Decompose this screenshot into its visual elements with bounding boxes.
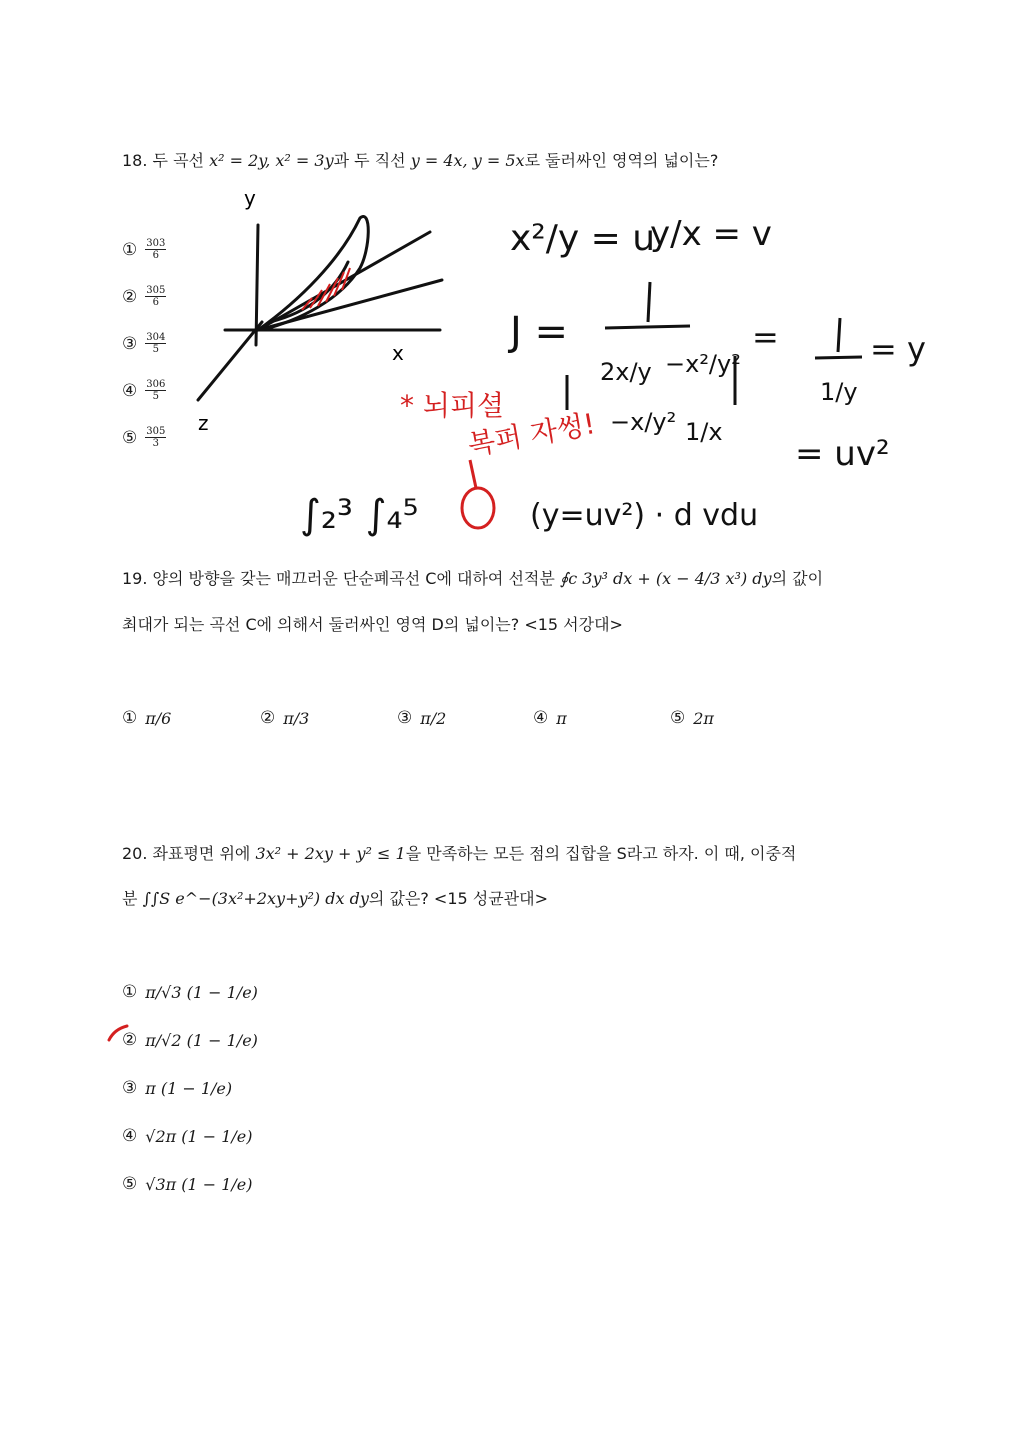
red-note-brain: * 뇌피셜 <box>400 389 505 422</box>
q20-stem-line2: 분 ∫∫S e^−(3x²+2xy+y²) dx dy의 값은? <15 성균관대> <box>122 889 549 908</box>
note-jacobian: J = <box>510 309 569 355</box>
q19-option-3[interactable]: ③ π/2 <box>397 708 447 728</box>
q18-option-4[interactable]: ④ $\frac{306}{5}$ <box>122 379 166 402</box>
svg-text:=: = <box>752 318 779 356</box>
q19-option-1[interactable]: ① π/6 <box>122 708 172 728</box>
q20-option-3[interactable]: ③ π (1 − 1/e) <box>122 1078 233 1098</box>
q19-option-5[interactable]: ⑤ 2π <box>670 708 714 728</box>
q20-inequality: 3x² + 2xy + y² ≤ 1 <box>255 844 406 863</box>
red-check-mark <box>105 1022 135 1044</box>
svg-text:−x/y²: −x/y² <box>610 408 677 436</box>
q20-integral: ∫∫S e^−(3x²+2xy+y²) dx dy <box>142 889 369 908</box>
svg-text:−x²/y²: −x²/y² <box>665 350 741 378</box>
q18-number: 18. <box>122 151 148 170</box>
note-u-def: x²/y = u <box>510 218 656 259</box>
svg-text:2x/y: 2x/y <box>600 358 652 386</box>
note-equals-y: = y <box>870 330 926 368</box>
svg-text:1/x: 1/x <box>685 418 723 446</box>
axis-label-y: y <box>244 186 256 210</box>
q19-number: 19. <box>122 569 148 588</box>
axis-label-x: x <box>392 341 404 365</box>
q19-stem-line2: 최대가 되는 곡선 C에 의해서 둘러싸인 영역 D의 넓이는? <15 서강대> <box>122 615 623 634</box>
q20-stem-line1: 20. 좌표평면 위에 3x² + 2xy + y² ≤ 1을 만족하는 모든 점의 집합을 S라고 하자. 이 때, 이중적 <box>122 844 797 863</box>
red-note-copy: 복퍼 자썽! <box>465 407 598 462</box>
q19-stem-line1: 19. 양의 방향을 갖는 매끄러운 단순폐곡선 C에 대하여 선적분 ∮c 3y³ dx + (x − 4/3 x³) dy의 값이 <box>122 569 824 588</box>
svg-text:1/y: 1/y <box>820 378 858 406</box>
handwriting-sketch <box>0 0 1018 560</box>
q18-option-2[interactable]: ② $\frac{305}{6}$ <box>122 285 166 308</box>
parabola-outer <box>258 216 368 330</box>
q18-option-1[interactable]: ① $\frac{303}{6}$ <box>122 238 166 261</box>
q20-option-5[interactable]: ⑤ √3π (1 − 1/e) <box>122 1174 253 1194</box>
q18-option-5[interactable]: ⑤ $\frac{305}{3}$ <box>122 426 166 449</box>
note-equals-uv2: = uv² <box>795 434 890 474</box>
q19-option-4[interactable]: ④ π <box>533 708 567 728</box>
q20-option-4[interactable]: ④ √2π (1 − 1/e) <box>122 1126 253 1146</box>
note-integrand: (y=uv²) · d vdu <box>530 498 759 533</box>
q18-stem: 18. 두 곡선 x² = 2y, x² = 3y과 두 직선 y = 4x, y = 5x로 둘러싸인 영역의 넓이는? <box>122 151 719 170</box>
q20-number: 20. <box>122 844 148 863</box>
note-integral-limits: ∫₂³ ∫₄⁵ <box>300 492 419 538</box>
axis-label-z: z <box>198 411 209 435</box>
z-axis <box>198 322 262 400</box>
q20-option-2[interactable]: ② π/√2 (1 − 1/e) <box>122 1030 258 1050</box>
q20-option-1[interactable]: ① π/√3 (1 − 1/e) <box>122 982 258 1002</box>
q18-option-3[interactable]: ③ $\frac{304}{5}$ <box>122 332 166 355</box>
q19-integral: ∮c 3y³ dx + (x − 4/3 x³) dy <box>559 569 772 588</box>
q19-option-2[interactable]: ② π/3 <box>260 708 310 728</box>
note-v-def: y/x = v <box>650 214 772 254</box>
